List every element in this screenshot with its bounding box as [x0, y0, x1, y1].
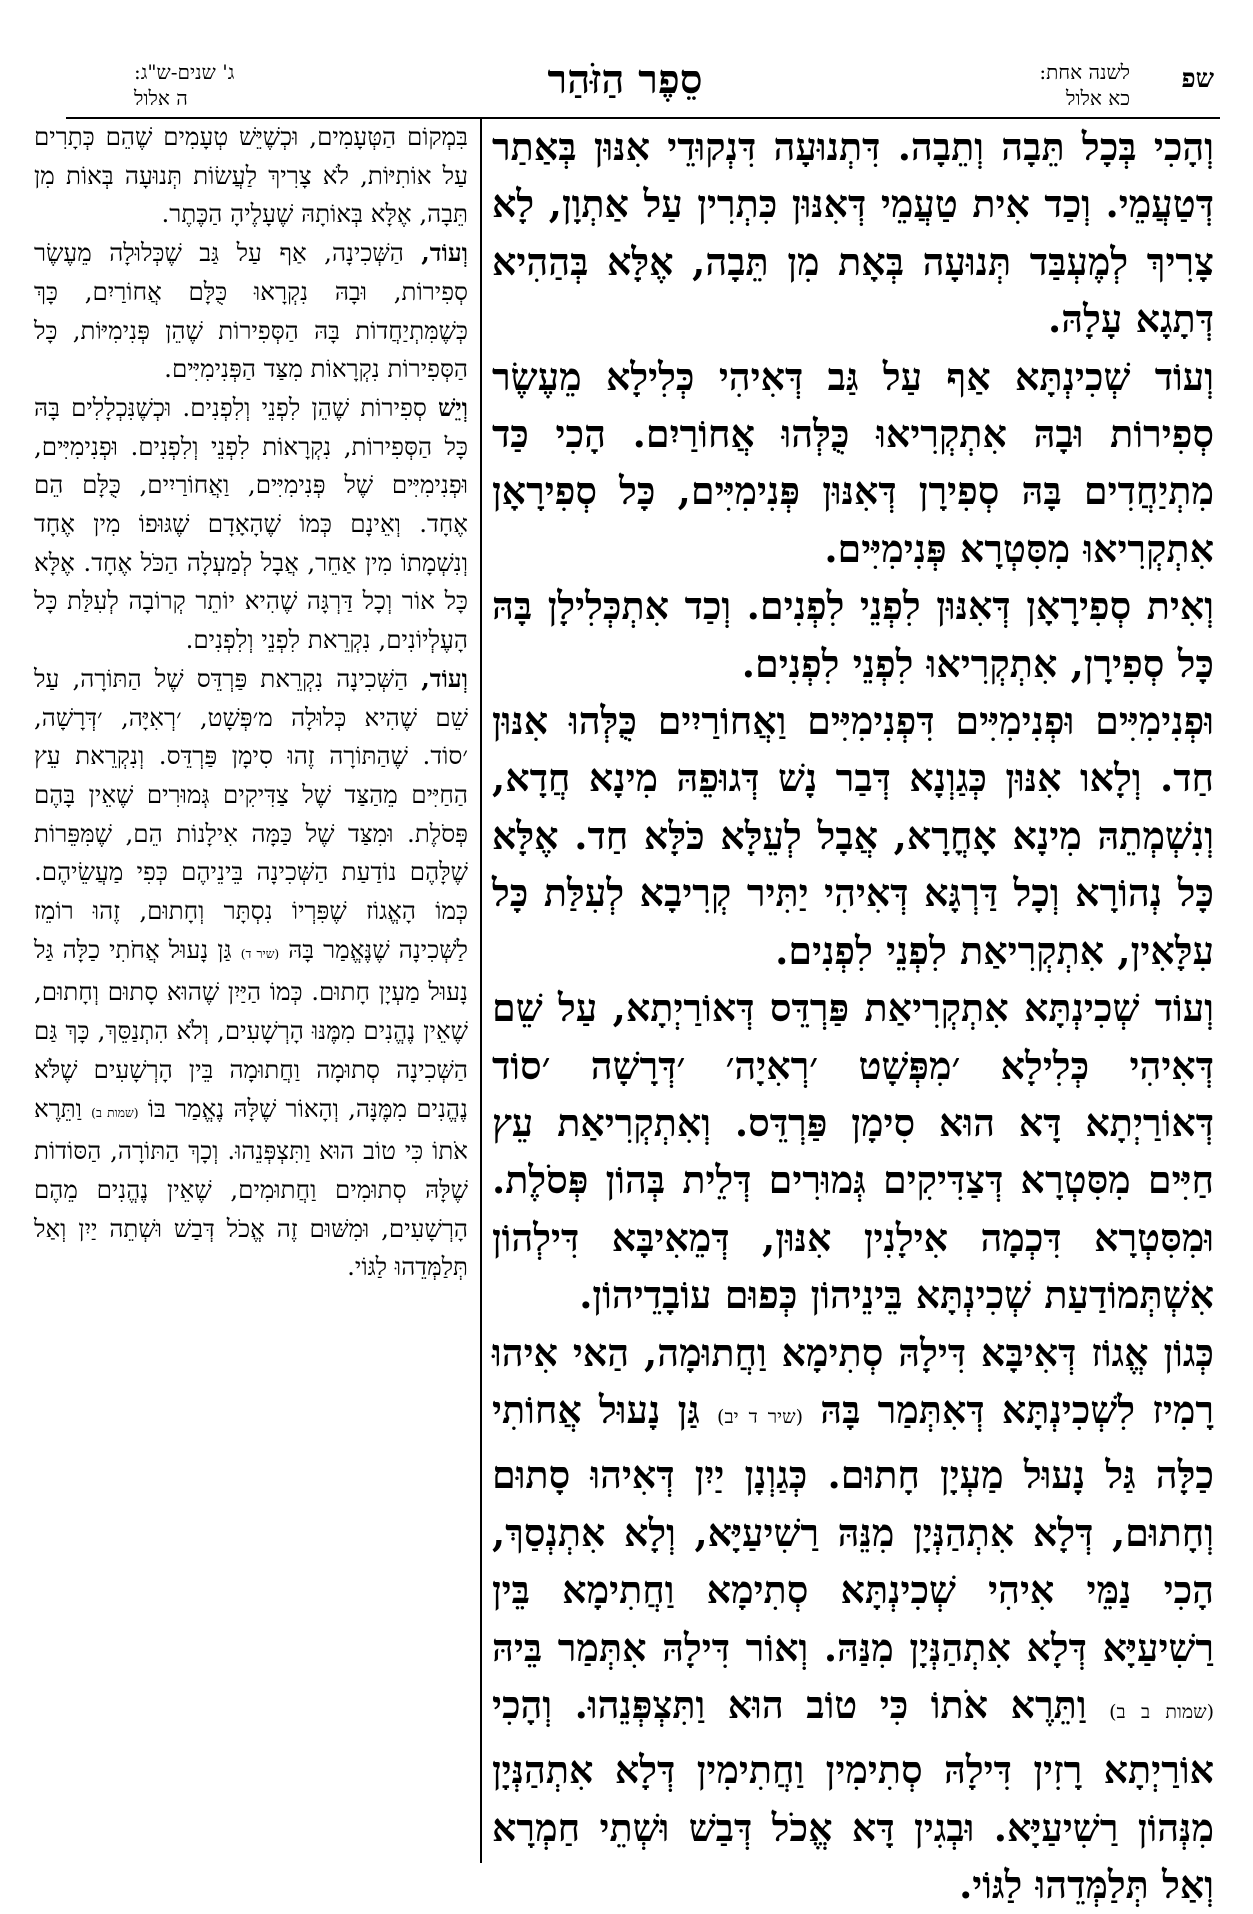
paragraph-lead-word: כְּגוֹן	[1163, 1329, 1214, 1375]
paragraph-lead-word: וְעוֹד,	[421, 663, 468, 693]
paragraph-lead-word: וְעוֹד,	[421, 238, 468, 268]
translation-paragraph: וְיֵשׁ סְפִירוֹת שֶׁהֵן לִפְנֵי וְלִפְנִים. וּכְשֶׁנִּכְלָלִים בָּהּ כָּל הַסְּפִירוֹת, נִקְרָאוֹת לִפְנֵי וְלִפְנִים. וּפְנִימִיִּים, וּפְנִימִיִּים שֶׁל פְּנִימִיִּים, וַאֲחוֹרַיִים, כֻּלָּם הֵם אֶחָד. וְאֵינָם כְּמוֹ שֶׁהָאָדָם שֶׁגּוּפוֹ מִין אֶחָד וְנִשְׁמָתוֹ מִין אַחֵר, אֲבָל לְמַעְלָה הַכֹּל אֶחָד. אֶלָּא כָּל אוֹר וְכָל דַּרְגָּה שֶׁהִיא יוֹתֵר קְרוֹבָה לְעִלַּת כָּל הָעֶלְיוֹנִים, נִקְרֵאת לִפְנֵי וְלִפְנִים.	[34, 392, 468, 655]
verse-reference: (שמות ב ב)	[1109, 1700, 1214, 1723]
aramaic-text-column	[492, 118, 1215, 1908]
translation-paragraph: וְעוֹד, הַשְּׁכִינָה, אַף עַל גַּב שֶׁכְּלוּלָה מֵעֶשֶׂר סְפִירוֹת, וּבָהּ נִקְרָאוּ כֻּלָּם אֲחוֹרַיִם, כָּךְ כְּשֶׁמִּתְיַחֲדוֹת בָּהּ הַסְּפִירוֹת שֶׁהֵן פְּנִימִיּוֹת, כָּל הַסְּפִירוֹת נִקְרָאוֹת מִצַּד הַפְּנִימִיִּים.	[34, 238, 468, 384]
study-schedule-one-year: לשנה אחת:	[1039, 60, 1130, 84]
book-title: סֵפֶר הַזֹּהַר	[547, 56, 703, 103]
aramaic-paragraph: וְעוֹד שְׁכִינְתָּא אַף עַל גַּב דְּאִיהִי כְּלִילָא מֵעֶשֶׂר סְפִירוֹת וּבָהּ אִתְקְרִיאוּ כֻּלְּהוּ אֲחוֹרַיִם. הָכִי כַּד מִתְיַחֲדִים בָּהּ סְפִירָן דְּאִנּוּן פְּנִימִיִּים, כָּל סְפִירָאָן אִתְקְרִיאוּ מִסִּטְרָא פְּנִימִיִּים.	[492, 353, 1214, 571]
study-date-three-years: ה אלול	[134, 86, 188, 110]
study-date-one-year: כא אלול	[1066, 86, 1130, 110]
aramaic-paragraph: וּפְנִימִיִּים וּפְנִימִיִּים דִּפְנִימִיִּים וַאֲחוֹרַיִים כֻּלְּהוּ אִנּוּן חַד. וְלָאו אִנּוּן כְּגַוְנָא דְּבַר נָשׁ דְּגוּפֵהּ מִינָא חֲדָא, וְנִשְׁמְתֵהּ מִינָא אָחֳרָא, אֲבָל לְעֵלָּא כֹּלָּא חַד. אֶלָּא כָּל נְהוֹרָא וְכָל דַּרְגָּא דְּאִיהִי יַתִּיר קְרִיבָא לְעִלַּת כָּל עִלָּאִין, אִתְקְרִיאַת לִפְנֵי לִפְנִים.	[492, 698, 1214, 973]
verse-reference: (שמות ב)	[91, 1105, 139, 1120]
page-number: שפ	[1181, 64, 1214, 94]
paragraph-lead-word: וְיֵשׁ	[437, 392, 468, 422]
verse-reference: (שיר ד)	[240, 946, 280, 961]
hebrew-translation-column	[34, 118, 468, 1868]
translation-paragraph: וְעוֹד, הַשְּׁכִינָה נִקְרֵאת פַּרְדֵּס שֶׁל הַתּוֹרָה, עַל שֵׁם שֶׁהִיא כְּלוּלָה מ׳פְּשָׁט, ׳רְאִיָּה, ׳דְּרָשָׁה, ׳סוֹד. שֶׁהַתּוֹרָה זֶהוּ סִימָן פַּרְדֵּס. וְנִקְרֵאת עֵץ הַחַיִּים מֵהַצַּד שֶׁל צַדִּיקִים גְּמוּרִים שֶׁאֵין בָּהֶם פְּסֹלֶת. וּמִצַּד שֶׁל כַּמָּה אִילָנוֹת הֵם, שֶׁמִּפֵּרוֹת שֶׁלָּהֶם נוֹדַעַת הַשְּׁכִינָה בֵּינֵיהֶם כְּפִי מַעֲשֵׂיהֶם. כְּמוֹ הָאֱגוֹז שֶׁפִּרְיוֹ נִסְתָּר וְחָתוּם, זֶהוּ רוֹמֵז לַשְּׁכִינָה שֶׁנֶּאֱמַר בָּהּ (שיר ד) גַּן נָעוּל אֲחֹתִי כַלָּה גַּל נָעוּל מַעְיָן חָתוּם. כְּמוֹ הַיַּיִן שֶׁהוּא סָתוּם וְחָתוּם, שֶׁאֵין נֶהֱנִים מִמֶּנּוּ הָרְשָׁעִים, וְלֹא הִתְנַסֵּךְ, כָּךְ גַּם הַשְּׁכִינָה סְתוּמָה וַחֲתוּמָה בֵּין הָרְשָׁעִים שֶׁלֹּא נֶהֱנִים מִמֶּנָּה, וְהָאוֹר שֶׁלָּהּ נֶאֱמַר בּוֹ (שמות ב) וַתֵּרֶא אֹתוֹ כִּי טוֹב הוּא וַתִּצְפְּנֵהוּ. וְכָךְ הַתּוֹרָה, הַסּוֹדוֹת שֶׁלָּהּ סְתוּמִים וַחֲתוּמִים, שֶׁאֵין נֶהֱנִים מֵהֶם הָרְשָׁעִים, וּמִשּׁוּם זֶה אֱכֹל דְּבַשׁ וּשְׁתֵה יַיִן וְאַל תְּלַמְּדֵהוּ לַגּוֹי.	[34, 663, 469, 1282]
translation-paragraph: בִּמְקוֹם הַטְּעָמִים, וּכְשֶׁיֵּשׁ טְעָמִים שֶׁהֵם כְּתָרִים עַל אוֹתִיּוֹת, לֹא צָרִיךְ לַעֲשׂוֹת תְּנוּעָה בְּאוֹת מִן תֵּבָה, אֶלָּא בְּאוֹתָהּ שֶׁעָלֶיהָ הַכֶּתֶר.	[34, 122, 468, 229]
column-divider	[480, 118, 482, 1863]
aramaic-paragraph: וְהָכִי בְּכָל תֵּבָה וְתֵבָה. דִּתְנוּעָה דִּנְקוּדֵי אִנּוּן בְּאַתַר דְּטַעֲמֵי. וְכַד אִית טַעֲמֵי דְּאִנּוּן כִּתְרִין עַל אַתְוָן, לָא צָרִיךְ לְמֶעְבַּד תְּנוּעָה בְּאָת מִן תֵּבָה, אֶלָּא בְּהַהִיא דְּתָגָא עָלָהּ.	[492, 124, 1214, 342]
page-header	[30, 56, 1220, 116]
paragraph-lead-word: וְעוֹד	[1154, 985, 1214, 1031]
paragraph-lead-word: וְאִית	[1146, 583, 1214, 629]
aramaic-paragraph: כְּגוֹן אֱגוֹז דְּאִיבָּא דִּילָהּ סְתִימָא וַחֲתוּמָה, הַאי אִיהוּ רָמִיז לִשְׁכִינְתָּא דְּאִתְּמַר בָּהּ (שיר ד יב) גַּן נָעוּל אֲחוֹתִי כַלָּה גַּל נָעוּל מַעְיָן חָתוּם. כְּגַוְנָן יַיִן דְּאִיהוּ סָתוּם וְחָתוּם, דְּלָא אִתְהַנְּיָן מִנֵּהּ רַשִׁיעַיָּא, וְלָא אִתְנְסַךְ, הָכִי נַמֵּי אִיהִי שְׁכִינְתָּא סְתִימָא וַחֲתִימָא בֵּין רַשִׁיעַיָּא דְּלָא אִתְהַנְּיָן מִנַּהּ. וְאוֹר דִּילָהּ אִתְּמַר בֵּיהּ (שמות ב ב) וַתֵּרֶא אֹתוֹ כִּי טוֹב הוּא וַתִּצְפְּנֵהוּ. וְהָכִי אוֹרַיְתָא רָזִין דִּילָהּ סְתִימִין וַחֲתִימִין דְּלָא אִתְהַנְּיָן מִנְּהוֹן רַשִׁיעַיָּא. וּבְגִין דָּא אֱכֹל דְּבַשׁ וּשְׁתֵי חַמְרָא וְאַל תְּלַמְּדֵהוּ לַגּוֹי.	[492, 1329, 1215, 1908]
paragraph-lead-word: וְעוֹד	[1154, 353, 1214, 399]
aramaic-paragraph: וְעוֹד שְׁכִינְתָּא אִתְקְרִיאַת פַּרְדֵּס דְּאוֹרַיְתָא, עַל שֵׁם דְּאִיהִי כְּלִילָא ׳מִפְּשָׁט ׳רְאִיָה׳ ׳דְּרָשָׁה ׳סוֹד דְּאוֹרַיְתָא דָּא הוּא סִימָן פַּרְדֵּס. וְאִתְקְרִיאַת עֵץ חַיִּים מִסִּטְרָא דְּצַדִּיקִים גְּמוּרִים דְּלֵית בְּהוֹן פְּסֹלֶת. וּמִסִּטְרָא דִּכְמָה אִילָנִין אִנּוּן, דְּמֵאִיבָּא דִּילְהוֹן אִשְׁתְּמוֹדַעַת שְׁכִינְתָּא בֵּינֵיהוֹן כְּפוּם עוֹבָדֵיהוֹן.	[492, 985, 1214, 1318]
study-schedule-three-years: ג' שנים-ש"ג:	[134, 60, 235, 84]
verse-reference: (שיר ד יב)	[717, 1405, 803, 1428]
aramaic-paragraph: וְאִית סְפִירָאָן דְּאִנּוּן לִפְנֵי לִפְנִים. וְכַד אִתְכְּלִילָן בָּהּ כָּל סְפִירָן, אִתְקְרִיאוּ לִפְנֵי לִפְנִים.	[492, 583, 1214, 686]
